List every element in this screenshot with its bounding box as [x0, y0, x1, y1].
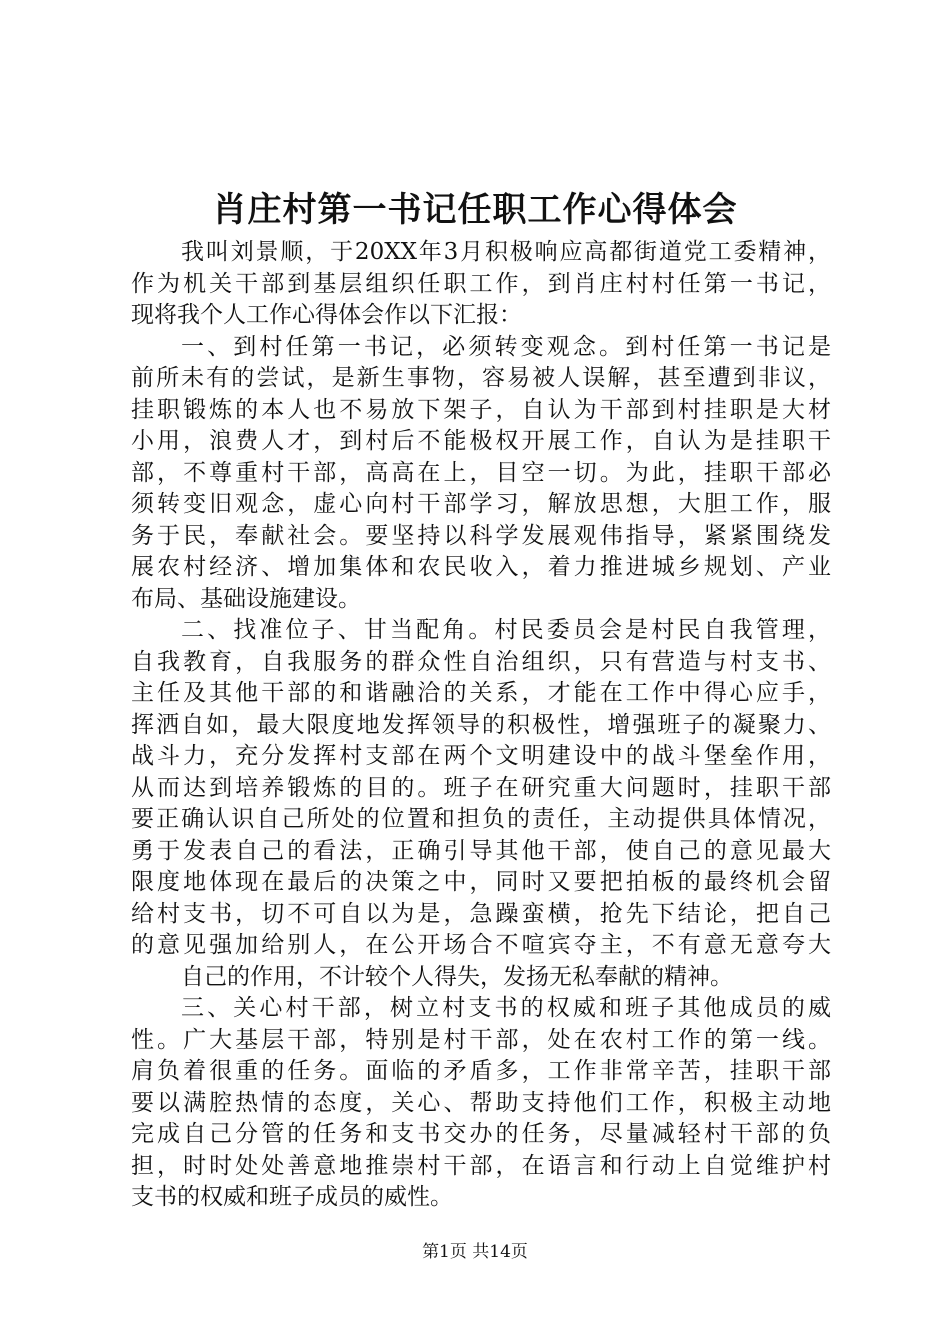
- body-line: 作为机关干部到基层组织任职工作，到肖庄村村任第一书记，: [131, 270, 831, 297]
- body-line: 部，不尊重村干部，高高在上，目空一切。为此，挂职干部必: [131, 459, 831, 486]
- body-line: 给村支书，切不可自以为是，急躁蛮横，抢先下结论，把自己: [131, 900, 831, 927]
- body-line: 小用，浪费人才，到村后不能极权开展工作，自认为是挂职干: [131, 428, 831, 454]
- body-line: 要以满腔热情的态度，关心、帮助支持他们工作，积极主动地: [131, 1089, 831, 1116]
- body-line: 主任及其他干部的和谐融洽的关系，才能在工作中得心应手，: [131, 680, 831, 706]
- page-footer: 第1页 共14页: [422, 1242, 528, 1262]
- body-line: 自己的作用，不计较个人得失，发扬无私奉献的精神。: [181, 963, 733, 990]
- body-line: 要正确认识自己所处的位置和担负的责任，主动提供具体情况，: [131, 806, 831, 832]
- body-line: 完成自己分管的任务和支书交办的任务，尽量减轻村干部的负: [131, 1121, 831, 1147]
- body-line: 挂职锻炼的本人也不易放下架子，自认为干部到村挂职是大材: [131, 396, 831, 423]
- body-line: 从而达到培养锻炼的目的。班子在研究重大问题时，挂职干部: [131, 774, 831, 801]
- body-line: 布局、基础设施建设。: [131, 585, 361, 612]
- body-line: 二、找准位子、甘当配角。村民委员会是村民自我管理，: [181, 617, 831, 643]
- body-line: 支书的权威和班子成员的威性。: [131, 1184, 453, 1210]
- body-line: 战斗力，充分发挥村支部在两个文明建设中的战斗堡垒作用，: [131, 743, 831, 769]
- body-line: 挥洒自如，最大限度地发挥领导的积极性，增强班子的凝聚力、: [131, 711, 831, 738]
- body-line: 限度地体现在最后的决策之中，同时又要把拍板的最终机会留: [131, 869, 831, 895]
- body-line: 我叫刘景顺，于20XX年3月积极响应高都街道党工委精神，: [181, 239, 831, 265]
- body-line: 勇于发表自己的看法，正确引导其他干部，使自己的意见最大: [131, 837, 831, 864]
- body-line: 肩负着很重的任务。面临的矛盾多，工作非常辛苦，挂职干部: [131, 1058, 831, 1084]
- body-line: 务于民，奉献社会。要坚持以科学发展观伟指导，紧紧围绕发: [131, 522, 831, 549]
- body-line: 前所未有的尝试，是新生事物，容易被人误解，甚至遭到非议，: [131, 365, 831, 391]
- body-line: 担，时时处处善意地推崇村干部，在语言和行动上自觉维护村: [131, 1152, 831, 1179]
- body-line: 展农村经济、增加集体和农民收入，着力推进城乡规划、产业: [131, 554, 831, 580]
- document-title: 肖庄村第一书记任职工作心得体会: [212, 190, 738, 230]
- document-body: [131, 237, 831, 1214]
- body-line: 现将我个人工作心得体会作以下汇报：: [131, 302, 522, 328]
- body-line: 的意见强加给别人，在公开场合不喧宾夺主，不有意无意夸大: [131, 932, 831, 958]
- body-line: 性。广大基层干部，特别是村干部，处在农村工作的第一线。: [131, 1026, 831, 1053]
- body-line: 自我教育，自我服务的群众性自治组织，只有营造与村支书、: [131, 648, 831, 675]
- body-line: 须转变旧观念，虚心向村干部学习，解放思想，大胆工作，服: [131, 491, 831, 517]
- body-line: 三、关心村干部，树立村支书的权威和班子其他成员的威: [181, 995, 831, 1021]
- body-line: 一、到村任第一书记，必须转变观念。到村任第一书记是: [181, 333, 831, 360]
